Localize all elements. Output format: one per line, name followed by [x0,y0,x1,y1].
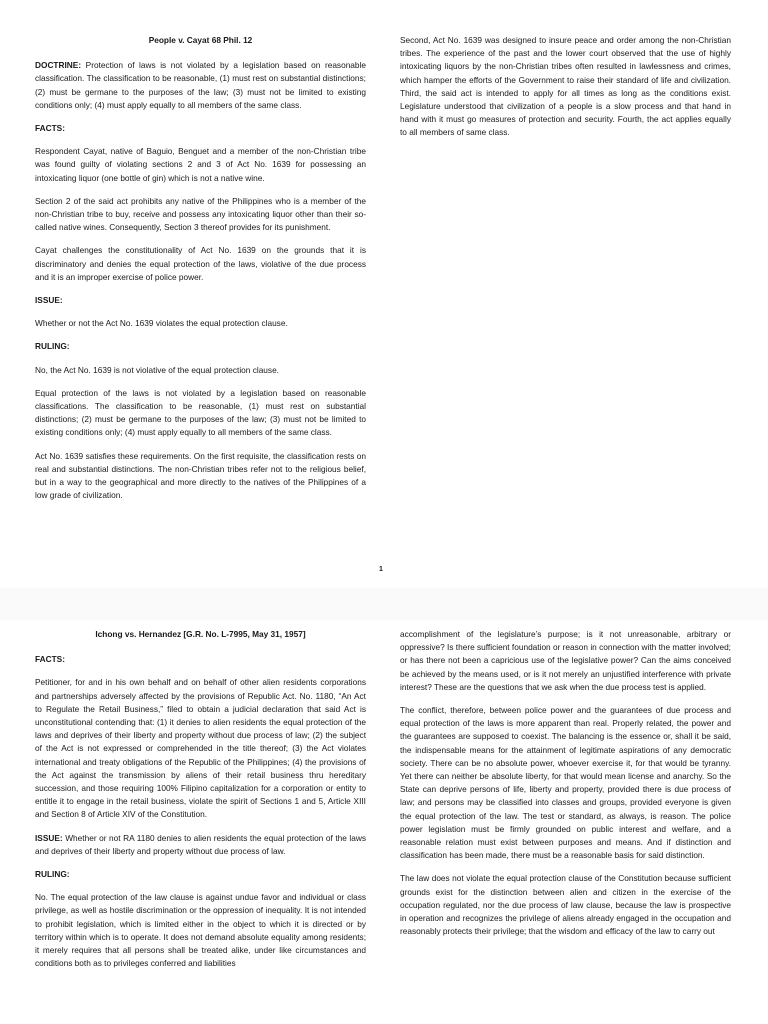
facts-paragraph: Cayat challenges the constitutionality of Act No. 1639 on the grounds that it is discriminatory and denies the equal protection of the laws, violative of the due process and it is an improper exercise of police power. [35,245,366,282]
doctrine-paragraph [35,59,366,112]
facts-paragraph: Section 2 of the said act prohibits any native of the Philippines who is a member of the non-Christian tribe to buy, receive and possess any intoxicating liquor other than their so-called native wines. Consequently, Section 3 thereof provides for its punishment. [35,195,366,233]
issue-paragraph [35,832,366,858]
ruling-paragraph: Act No. 1639 satisfies these requirements. On the first requisite, the classification rests on real and substantial distinctions. The non-Christian tribes refer not to the religious belief, but in a way to the geographical and more directly to the natives of the Philippines of a low grade of civilization. [35,450,366,501]
page2-right-column [400,628,731,948]
ruling-paragraph: No. The equal protection of the law clause is against undue favor and individual or class privilege, as well as hostile discrimination or the oppression of inequality. It is not intended to prohibit legislation, which is limited either in the object to which it is directed or by territory within which is to operate. It does not demand absolute equality among residents; it merely requires that all persons shall be treated alike, under like circumstances and conditions both as to privileges conferred and liabilities [35,892,366,969]
case-title: Ichong vs. Hernandez [G.R. No. L-7995, May 31, 1957] [95,629,306,639]
issue-heading: ISSUE: [35,295,63,306]
ruling-paragraph: Equal protection of the laws is not violated by a legislation based on reasonable classifications. The classification to be reasonable, (1) must rest on substantial distinctions; (2) must be germane to the purposes of the law; (3) must not be limited to existing conditions only; (4) must apply equally to all members of the same class. [35,387,366,438]
doctrine-label: DOCTRINE: [35,60,82,71]
facts-heading: FACTS: [35,654,65,665]
page1-right-column [400,34,731,150]
doctrine-text: Protection of laws is not violated by a legislation based on reasonable classification. The classification to be reasonable, (1) must rest on substantial distinctions; (2) must be germane to the purposes of the law; (3) must not be limited to existing conditions only; (4) must apply equally to all members of the same class. [35,60,366,110]
issue-label: ISSUE: [35,832,63,843]
continuation-paragraph: Second, Act No. 1639 was designed to insure peace and order among the non-Christian tribes. The experience of the past and the lower court observed that the use of highly intoxicating liquors by the non-Christian tribes often resulted in lawlessness and crimes, which hamper the efforts of the Government to raise their standard of life and civilization. Third, the said act is intended to apply for all times as long as the conditions exist. Legislature understood that civilization of a people is a slow process and that hand in hand with it must go measures of protection and security. Fourth, the act applies equally to all members of same class. [400,35,731,138]
facts-paragraph: Respondent Cayat, native of Baguio, Benguet and a member of the non-Christian tribe was found guilty of violating sections 2 and 3 of Act No. 1639 for possessing an intoxicating liquor (one bottle of gin) which is not a native wine. [35,146,366,183]
document-page-2 [0,620,768,1024]
case-title: People v. Cayat 68 Phil. 12 [148,35,253,45]
issue-paragraph: Whether or not the Act No. 1639 violates the equal protection clause. [35,318,288,329]
continuation-paragraph: accomplishment of the legislature’s purpose; is it not unreasonable, arbitrary or oppressive? Is there sufficient foundation or reason in connection with the matter involved; or has there not been a capricious use of the legislative power? Can the aims conceived be achieved by the means used, or is it not merely an unjustified interference with private interest? These are the questions that we ask when the due process test is applied. [400,629,731,692]
facts-heading: FACTS: [35,123,65,134]
page1-left-column [35,34,366,512]
page-number: 1 [379,566,383,573]
facts-paragraph: Petitioner, for and in his own behalf and on behalf of other alien residents corporations and partnerships adversely affected by the provisions of Republic Act. No. 1180, “An Act to Regulate the Retail Business,” filed to obtain a judicial declaration that said Act is unconstitutional contending that: (1) it denies to alien residents the equal protection of the laws and deprives of their liberty and property without due process of law; (2) the subject of the Act is not expressed or comprehended in the title thereof; (3) the Act violates international and treaty obligations of the Republic of the Philippines; (4) the provisions of the Act against the transmission by aliens of their retail business thru hereditary succession, and those requiring 100% Filipino capitalization for a corporation or entity to entitle it to engage in the retail business, violate the spirit of Sections 1 and 5, Article XIII and Section 8 of Article XIV of the Constitution. [35,677,366,820]
continuation-paragraph: The law does not violate the equal protection clause of the Constitution because sufficient grounds exist for the distinction between alien and citizen in the exercise of the occupation regulated, nor the due process of law clause, because the law is prospective in operation and recognizes the privilege of aliens already engaged in the occupation and reasonably protects their privilege; that the wisdom and efficacy of the law to carry out [400,873,731,937]
issue-text: Whether or not RA 1180 denies to alien residents the equal protection of the laws and deprives of their liberty and property without due process of law. [35,832,366,856]
continuation-paragraph: The conflict, therefore, between police power and the guarantees of due process and equal protection of the laws is more apparent than real. Properly related, the power and the guarantees are supposed to coexist. The balancing is the essence or, shall it be said, the indispensable means for the attainment of legitimate aspirations of any democratic society. There can be no absolute power, whoever exercise it, for that would be tyranny. Yet there can neither be absolute liberty, for that would mean license and anarchy. So the State can deprive persons of life, liberty and property, provided there is due process of law; and persons may be classified into classes and groups, provided everyone is given the equal protection of the law. The test or standard, as always, is reason. The police power legislation must be firmly grounded on public interest and welfare, and a reasonable relation must exist between purposes and means. And if distinction and classification has been made, there must be a reasonable basis for said distinction. [400,705,731,861]
ruling-heading: RULING: [35,341,70,352]
page-gap [0,588,768,620]
ruling-heading: RULING: [35,869,70,880]
ruling-paragraph: No, the Act No. 1639 is not violative of the equal protection clause. [35,364,279,375]
page2-left-column [35,628,366,980]
